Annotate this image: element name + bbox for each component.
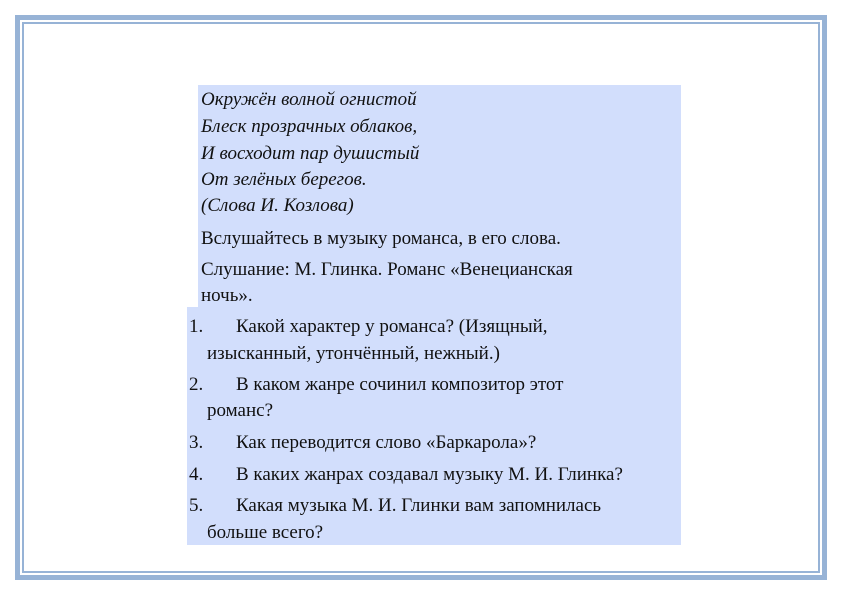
question-text: Как переводится слово «Баркарола»?: [236, 432, 537, 453]
question-text: романс?: [207, 400, 273, 421]
question-number: 2.: [189, 374, 204, 395]
question-text: В каком жанре сочинил композитор этот: [236, 374, 564, 395]
poem-line: От зелёных берегов.: [201, 169, 367, 190]
question-text: больше всего?: [207, 522, 324, 543]
listening-text: ночь».: [201, 285, 253, 306]
poem-line: И восходит пар душистый: [201, 143, 420, 164]
question-text: Какая музыка М. И. Глинки вам запомнилась: [236, 495, 602, 516]
question-number: 1.: [189, 316, 204, 337]
question-text: изысканный, утончённый, нежный.): [207, 343, 500, 364]
question-number: 4.: [189, 464, 204, 485]
question-number: 5.: [189, 495, 204, 516]
question-text: В каких жанрах создавал музыку М. И. Глинка?: [236, 464, 623, 485]
instruction-text: Вслушайтесь в музыку романса, в его слова.: [201, 228, 561, 249]
poem-line: Окружён волной огнистой: [201, 89, 417, 110]
listening-text: Слушание: М. Глинка. Романс «Венецианская: [201, 259, 573, 280]
poem-line: Блеск прозрачных облаков,: [201, 116, 418, 137]
question-number: 3.: [189, 432, 204, 453]
question-text: Какой характер у романса? (Изящный,: [236, 316, 548, 337]
poem-author: (Слова И. Козлова): [201, 195, 354, 216]
